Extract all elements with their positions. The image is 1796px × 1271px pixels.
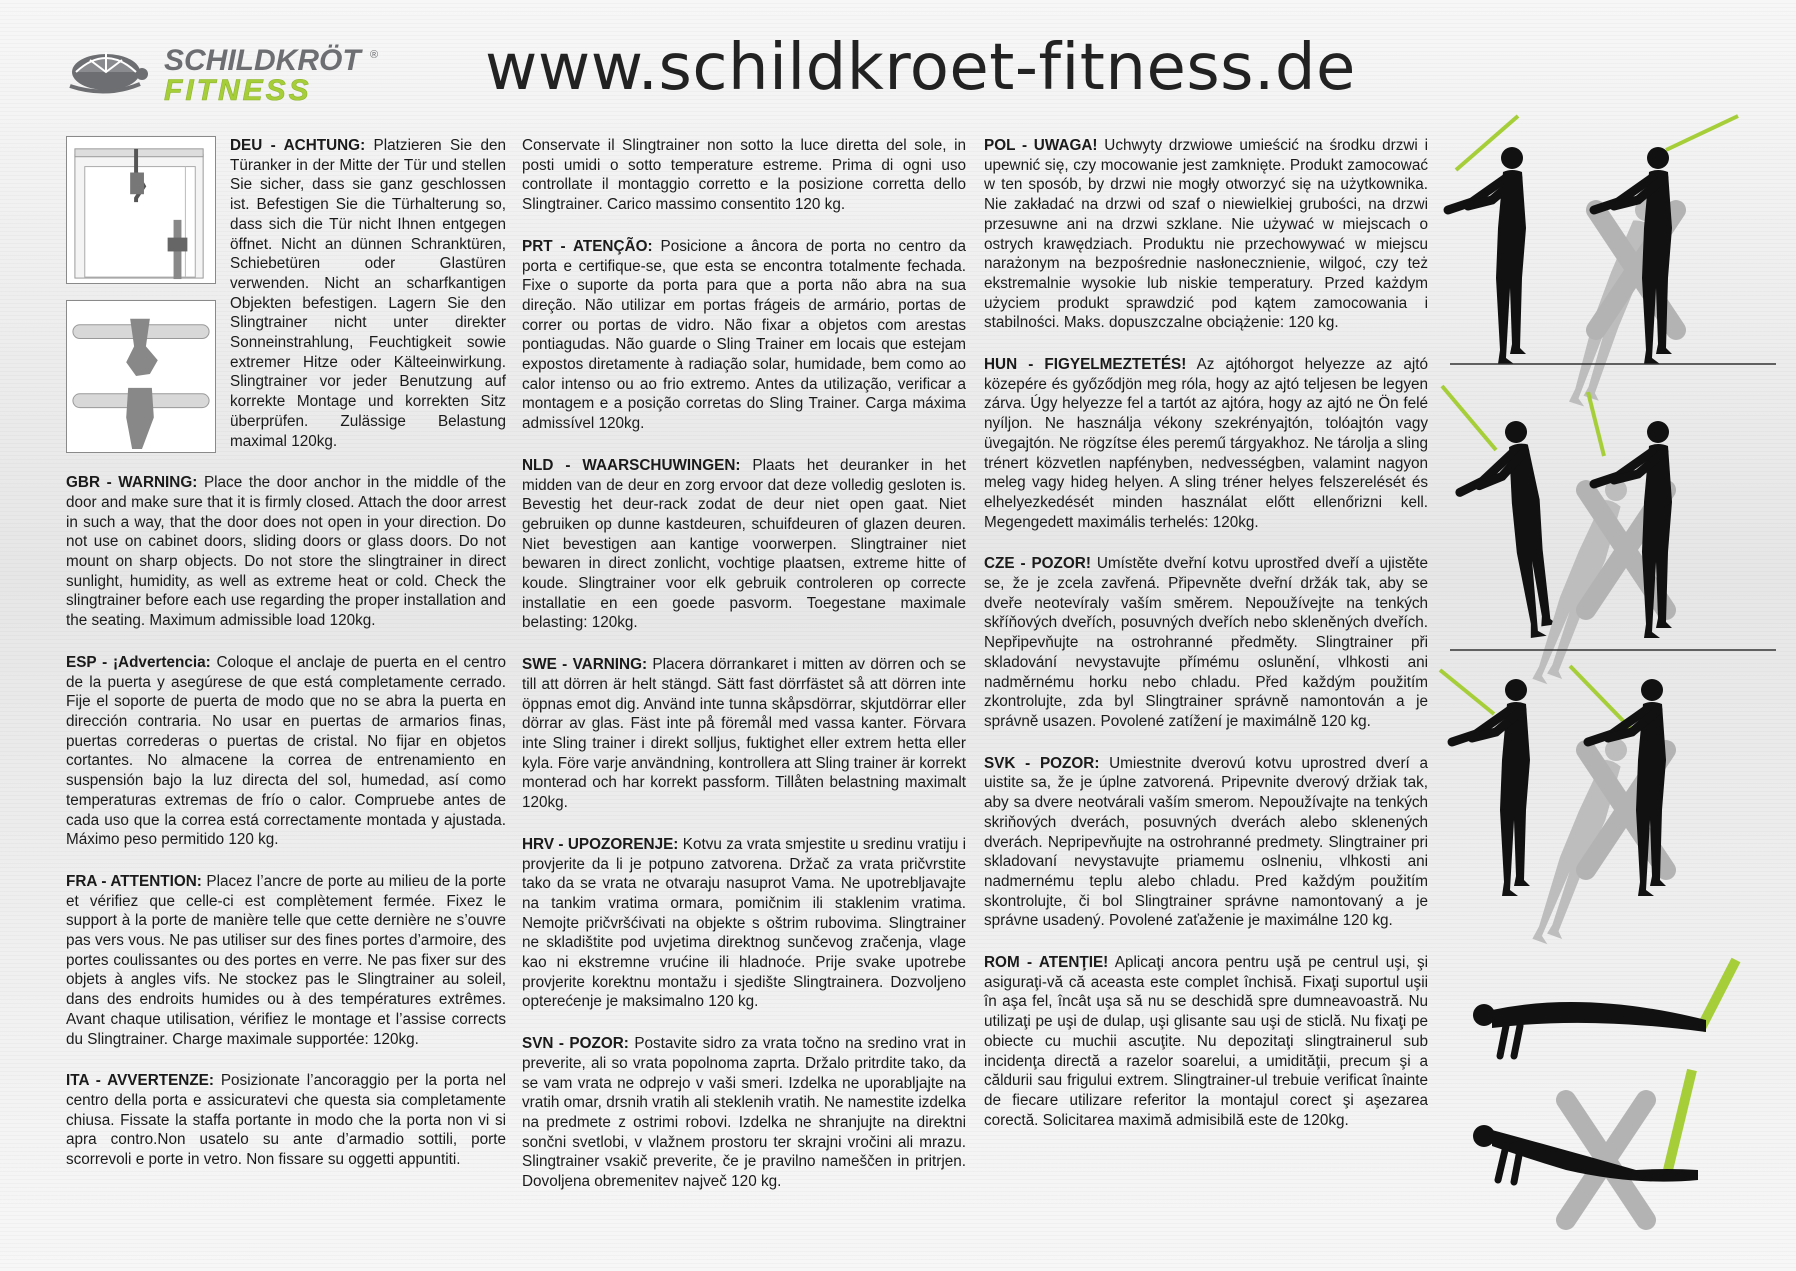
section-swe-label: SWE - VARNING:: [522, 656, 648, 674]
figure-row-3: [1440, 666, 1666, 948]
section-hun-label: HUN - FIGYELMEZTETÉS!: [984, 356, 1187, 374]
exercise-figures: [1436, 110, 1776, 1230]
section-esp-label: ESP - ¡Advertencia:: [66, 653, 211, 671]
section-svk-label: SVK - POZOR:: [984, 754, 1100, 772]
section-svn: [522, 1034, 966, 1192]
column-left: [66, 136, 506, 1192]
section-svk-text: Umiestnite dverovú kotvu uprostred dverí a uistite sa, že je úplne zatvorená. Pripevnite dverový držiak tak, aby sa dvere neotvárali vaším smerom. Nepoužívajte na tenkých skriňových dverách, posuvných dverách alebo sklenených dverách. Nepripevňujte na ostrohranné predmety. Slingtrainer pri skladovaní nevystavujte priamemu oslneniu, vlhkosti ani nadmernému teplu alebo chladu. Pred každým použitím skontrolujte, či bol Slingtrainer správne namontovaný a je správne usadený. Povolené zaťaženie je maximálne 120 kg.: [984, 754, 1428, 930]
brand-reg: ®: [370, 49, 379, 61]
section-nld: [522, 456, 966, 633]
bar-anchor-illustration: [66, 300, 216, 453]
section-svn-label: SVN - POZOR:: [522, 1035, 629, 1053]
figure-row-1: [1448, 116, 1738, 410]
figure-row-4: [1473, 960, 1736, 1220]
section-ita-label: ITA - AVVERTENZE:: [66, 1072, 214, 1090]
section-esp-text: Coloque el anclaje de puerta en el centro de la puerta y asegúrese de que está completamente cerrado. Fije el soporte de puerta de modo que no se abra la puerta en dirección contraria. No usar en puertas de armarios finas, puertas correderas o puertas de cristal. No fijar en objetos cortantes. No almacene la correa de entrenamiento en suspensión bajo la luz directa del sol, humedad, así como temperaturas extremas de frío o calor. Compruebe antes de cada uso que la correa está correctamente montada y ajustada. Máximo peso permitido 120 kg.: [66, 653, 507, 849]
section-cze-text: Umístěte dveřní kotvu uprostřed dveří a ujistěte se, že je zcela zavřená. Připevněte dveřní držák tak, aby se dveře neotevíraly vaším směrem. Nepoužívejte na tenkých skříňových dveřích, posuvných dveřích nebo skleněných dveřích. Nepřipevňujte na ostrohranné předměty. Slingtrainer při skladování nevystavujte přímému oslunění, vlhkosti ani nadměrnému horku nebo chladu. Před každým použitím zkontrolujte, zda byl Slingtrainer správně namontován a je správně usazen. Povolené zatížení je maximálně 120 kg.: [984, 555, 1428, 730]
section-swe: [522, 655, 966, 813]
section-gbr-label: GBR - WARNING:: [66, 474, 198, 492]
section-gbr-text: Place the door anchor in the middle of the door and make sure that it is firmly closed. Attach the door arrest in such a way, that the door does not open in your direction. Do not use on cabinet doors, sliding doors or glass doors. Do not mount on sharp objects. Do not store the slingtrainer in direct sunlight, humidity, as well as extreme heat or cold. Check the slingtrainer before each use regarding the proper installation and the seating. Maximum admissible load 120kg.: [66, 474, 506, 630]
illustration-stack: [66, 136, 230, 463]
section-fra-text: Placez l’ancre de porte au milieu de la porte et vérifiez que celle-ci est complètement fermée. Fixez le support à la porte de manière telle que cette dernière ne s’ouvre pas vers vous. Ne pas utiliser sur des fines portes d’armoire, des portes coulissantes ou des portes en verre. Ne pas fixer sur des objets à angles vifs. Ne stockez pas le Slingtrainer au soleil, dans des endroits humides ou à des températures extrêmes. Avant chaque utilisation, vérifiez le montage et l’assise corrects du Slingtrainer. Charge maximale supportée: 120kg.: [66, 872, 506, 1048]
section-cze-label: CZE - POZOR!: [984, 555, 1091, 573]
section-pol-text: Uchwyty drzwiowe umieścić na środku drzwi i upewnić się, czy mocowanie jest zamknięte. Produkt zamocować w ten sposób, by drzwi nie mogły otworzyć się na użytkownika. Nie zakładać na drzwi od szaf o niewielkiej grubości, na drzwi przesuwne ani na drzwi szklane. Nie używać w miejscach o ostrych krawędziach. Produktu nie przechowywać w miejscu narażonym na bezpośrednie nasłonecznienie, wilgoć, czy też ekstremalnie wysokie lub niskie temperatury. Przed każdym użyciem produkt sprawdzić pod kątem zamocowania i stabilności. Maks. dopuszczalne obciążenie: 120 kg.: [984, 137, 1428, 332]
column-right: [984, 136, 1428, 1152]
section-hrv-label: HRV - UPOZORENJE:: [522, 835, 679, 853]
section-ita-text: Posizionate l’ancoraggio per la porta nel centro della porta e assicuratevi che questa sia completamente chiusa. Fissate la staffa portante in modo che la porta non vi si apra contro.Non usatelo su ante d’armadio sottili, porte scorrevoli e porte in vetro. Non fissare su oggetti appuntiti.: [66, 1072, 506, 1169]
section-pol-label: POL - UWAGA!: [984, 137, 1098, 154]
section-hrv: [522, 835, 966, 1012]
section-rom: [984, 953, 1428, 1130]
section-hun-text: Az ajtóhorgot helyezze az ajtó közepére és győződjön meg róla, hogy az ajtó teljesen be legyen zárva. Úgy helyezze fel a tartót az ajtóra, hogy az ajtó ne Ön felé nyíljon. Ne használja vékony szekrényajtón, tolóajtón vagy üvegajtón. Ne rögzítse éles peremű tárgyakhoz. Ne tárolja a sling trénert közvetlen napfényben, nedvességben, valamint nagyon meleg vagy hideg helyen. A sling tréner helyes felszerelését és elhelyezkedését minden használat előtt ellenőrizni kell. Megengedett maximális terhelés: 120kg.: [984, 356, 1428, 531]
section-swe-text: Placera dörrankaret i mitten av dörren och se till att dörren är helt stängd. Sätt fast dörrfästet så att dörren inte öppnas emot dig. Använd inte tunna skåpsdörrar, skjutdörrar eller dörrar av glas. Fäst inte på föremål med vassa kanter. Förvara inte Sling trainer i direkt solljus, fuktighet eller extrem hetta eller kyla. Före varje användning, kontrollera att Sling trainer är korrekt monterad och har korrekt passform. Tillåten belastning maximalt 120kg.: [522, 656, 967, 812]
section-fra-label: FRA - ATTENTION:: [66, 872, 202, 890]
brand-sub: FITNESS: [164, 74, 312, 106]
section-prt: [522, 237, 966, 434]
section-deu-text: Platzieren Sie den Türanker in der Mitte der Tür und stellen Sie sicher, dass sie ganz geschlossen ist. Befestigen Sie die Türhalterung so, dass sich die Tür nicht Ihnen entgegen öffnet. Nicht an dünnen Schranktüren, Schiebetüren oder Glastüren verwenden. Nicht an scharfkantigen Objekten befestigen. Lagern Sie den Slingtrainer nicht unter direkter Sonneinstrahlung, Feuchtigkeit sowie extremer Hitze oder Kälteeinwirkung. Slingtrainer vor jeder Benutzung auf korrekte Montage und korrekten Sitz überprüfen. Zulässige Belastung maximal 120kg.: [230, 137, 506, 450]
section-nld-label: NLD - WAARSCHUWINGEN:: [522, 456, 741, 474]
turtle-logo-icon: [70, 52, 148, 92]
section-svk: [984, 754, 1428, 931]
figure-row-2: [1442, 386, 1672, 688]
section-esp: [66, 653, 506, 850]
section-ita-continued: [522, 136, 966, 215]
section-cze: [984, 554, 1428, 731]
brand-logo: [66, 36, 396, 106]
door-anchor-illustration: [66, 136, 216, 284]
section-rom-text: Aplicaţi ancora pentru uşă pe centrul uşi, şi asiguraţi-vă că aceasta este complet închisă. Fixaţi suportul uşii în aşa fel, încât uşa să nu se deschidă spre dumneavoastră. Nu utilizaţi pe uşi de dulap, uşi glisante sau uşi de sticlă. Nu fixaţi pe obiecte cu muchii ascuţite. Nu depozitaţi slingtrainerul sub incidenţa directă a razelor soarelui, a umidităţii, precum şi a căldurii sau frigului extrem. Slingtrainer-ul trebuie verificat înainte de fiecare utilizare referitor la montajul corect şi aşezarea corectă. Solicitarea maximă admisibilă este de 120kg.: [984, 954, 1428, 1129]
section-rom-label: ROM - ATENŢIE!: [984, 954, 1109, 972]
section-prt-text: Posicione a âncora de porta no centro da porta e certifique-se, que esta se encontra totalmente fechada. Fixe o suporte da porta para que a porta não abra na sua direção. Não utilizar em portas frágeis de armário, portas de correr ou portas de vidro. Não fixar a objetos com arestas pontiagudas. Não guarde o Sling Trainer em locais que estejam expostos diretamente à radiação solar, humidade, bem como ao calor intenso ou ao frio extremo. Antes da utilização, verificar a montagem e a posição corretas do Sling Trainer. Carga máxima admissível 120kg.: [522, 237, 966, 433]
column-middle: [522, 136, 966, 1214]
section-ita: [66, 1071, 506, 1170]
section-fra: [66, 872, 506, 1049]
section-svn-text: Postavite sidro za vrata točno na sredino vrat in preverite, ali so vrata popolnoma zaprta. Držalo pritrdite tako, da se vam vrata ne odprejo v vaši smeri. Izdelka ne uporabljajte na vratih omar, drsnih vratih ali steklenih vratih. Ne namestite izdelka na predmete z ostrimi robovi. Izdelka ne shranjujte na direktni sončni svetlobi, v vlažnem prostoru ter skrajni vročini ali mrazu. Slingtrainer vsakič preverite, če je pravilno nameščen in pritrjen. Dovoljena obremenitev največ 120 kg.: [522, 1035, 966, 1191]
section-gbr: [66, 473, 506, 631]
section-pol: [984, 136, 1428, 333]
section-prt-label: PRT - ATENÇÃO:: [522, 237, 653, 255]
site-url: www.schildkroet-fitness.de: [485, 31, 1356, 105]
brand-name: SCHILDKRÖT: [164, 44, 361, 77]
section-hrv-text: Kotvu za vrata smjestite u sredinu vratiju i provjerite da li je potpuno zatvorena. Držač za vrata pričvrstite tako da se vrata ne otvaraju nasuprot Vama. Ne upotrebljavajte na tankim vratima ormara, pomičnim ili staklenim vratima. Nemojte pričvršćivati na objekte s oštrim rubovima. Slingtrainer ne skladištite pod uvjetima direktnog sunčevog zračenja, vlage kao ni ekstremne vrućine ili hladnoće. Prije svake upotrebe provjerite korektnu montažu i sjedište Slingtrainera. Dozvoljeno opterećenje je maksimalno 120 kg.: [522, 835, 967, 1011]
section-deu-label: DEU - ACHTUNG:: [230, 137, 366, 154]
section-ita-cont-text: Conservate il Slingtrainer non sotto la luce diretta del sole, in posti umidi o sotto temperature estreme. Prima di ogni uso controllate il montaggio corretto e la posizione corretta dello Slingtrainer. Carico massimo consentito 120 kg.: [522, 137, 966, 214]
section-nld-text: Plaats het deuranker in het midden van de deur en zorg ervoor dat deze volledig gesloten is. Bevestig het deur-rack zodat de deur niet open gaat. Niet gebruiken op dunne kastdeuren, schuifdeuren of glazen deuren. Niet bevestigen aan kantige voorwerpen. Slingtrainer niet bewaren in direct zonlicht, vochtige plaatsen, extreme hitte of koude. Slingtrainer voor elk gebruik controleren op correcte installatie en een goede pasvorm. Toegestane maximale belasting: 120kg.: [522, 456, 966, 632]
section-hun: [984, 355, 1428, 532]
